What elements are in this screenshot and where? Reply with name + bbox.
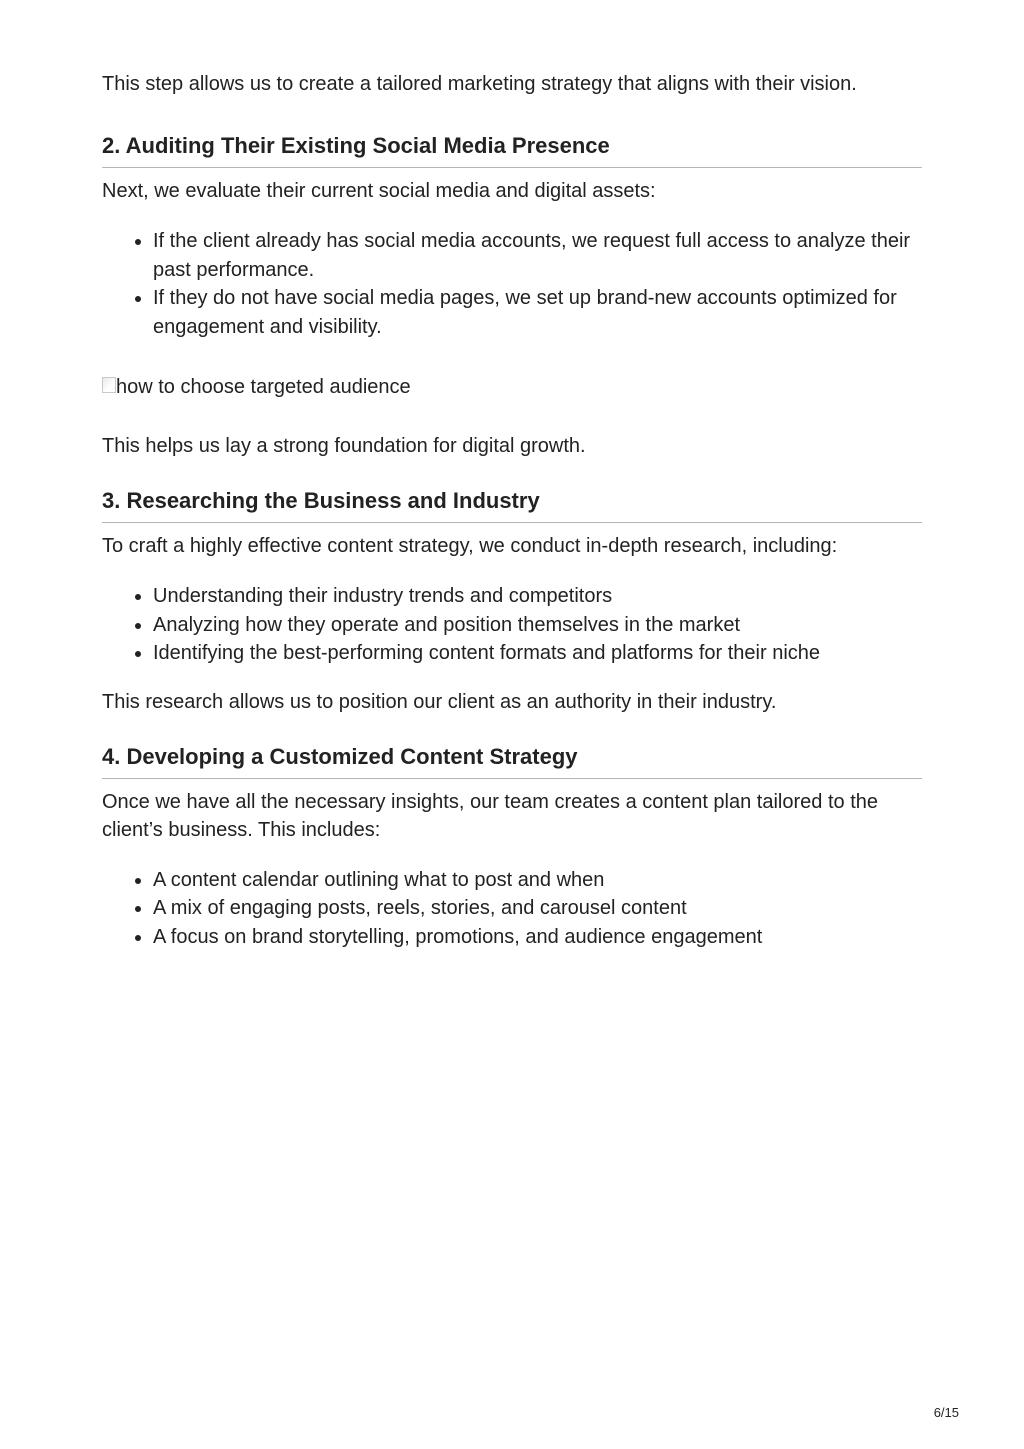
section-4-heading: 4. Developing a Customized Content Strategy [102, 743, 922, 779]
document-page [102, 70, 922, 951]
list-item: • A mix of engaging posts, reels, stories, and carousel content [153, 894, 922, 923]
section-4 [102, 743, 922, 952]
list-item: • If the client already has social media accounts, we request full access to analyze their past performance. [153, 227, 922, 284]
list-item: • If they do not have social media pages, we set up brand-new accounts optimized for engagement and visibility. [153, 284, 922, 341]
section-3-heading: 3. Researching the Business and Industry [102, 487, 922, 523]
list-item: • A content calendar outlining what to post and when [153, 866, 922, 895]
list-item: • Understanding their industry trends and competitors [153, 582, 922, 611]
section-2-heading: 2. Auditing Their Existing Social Media Presence [102, 132, 922, 168]
section-4-list [102, 866, 922, 952]
section-2-list [102, 227, 922, 341]
section-3-lead: To craft a highly effective content strategy, we conduct in-depth research, including: [102, 535, 838, 557]
image-placeholder [102, 373, 922, 401]
list-item: • A focus on brand storytelling, promotions, and audience engagement [153, 923, 922, 952]
section-4-lead: Once we have all the necessary insights, our team creates a content plan tailored to the client’s business. This includes: [102, 790, 878, 841]
image-alt-text: how to choose targeted audience [116, 376, 411, 398]
list-item: • Analyzing how they operate and position themselves in the market [153, 611, 922, 640]
section-2-lead: Next, we evaluate their current social media and digital assets: [102, 180, 656, 202]
page-number: 6/15 [933, 1405, 959, 1420]
section-2-closing: This helps us lay a strong foundation for digital growth. [102, 435, 586, 457]
list-item: • Identifying the best-performing content formats and platforms for their niche [153, 639, 922, 668]
intro-paragraph: This step allows us to create a tailored marketing strategy that aligns with their vision. [102, 73, 857, 95]
section-2 [102, 132, 922, 460]
section-3 [102, 487, 922, 716]
broken-image-icon [102, 377, 116, 393]
section-3-closing: This research allows us to position our client as an authority in their industry. [102, 690, 777, 713]
section-3-list [102, 582, 922, 668]
